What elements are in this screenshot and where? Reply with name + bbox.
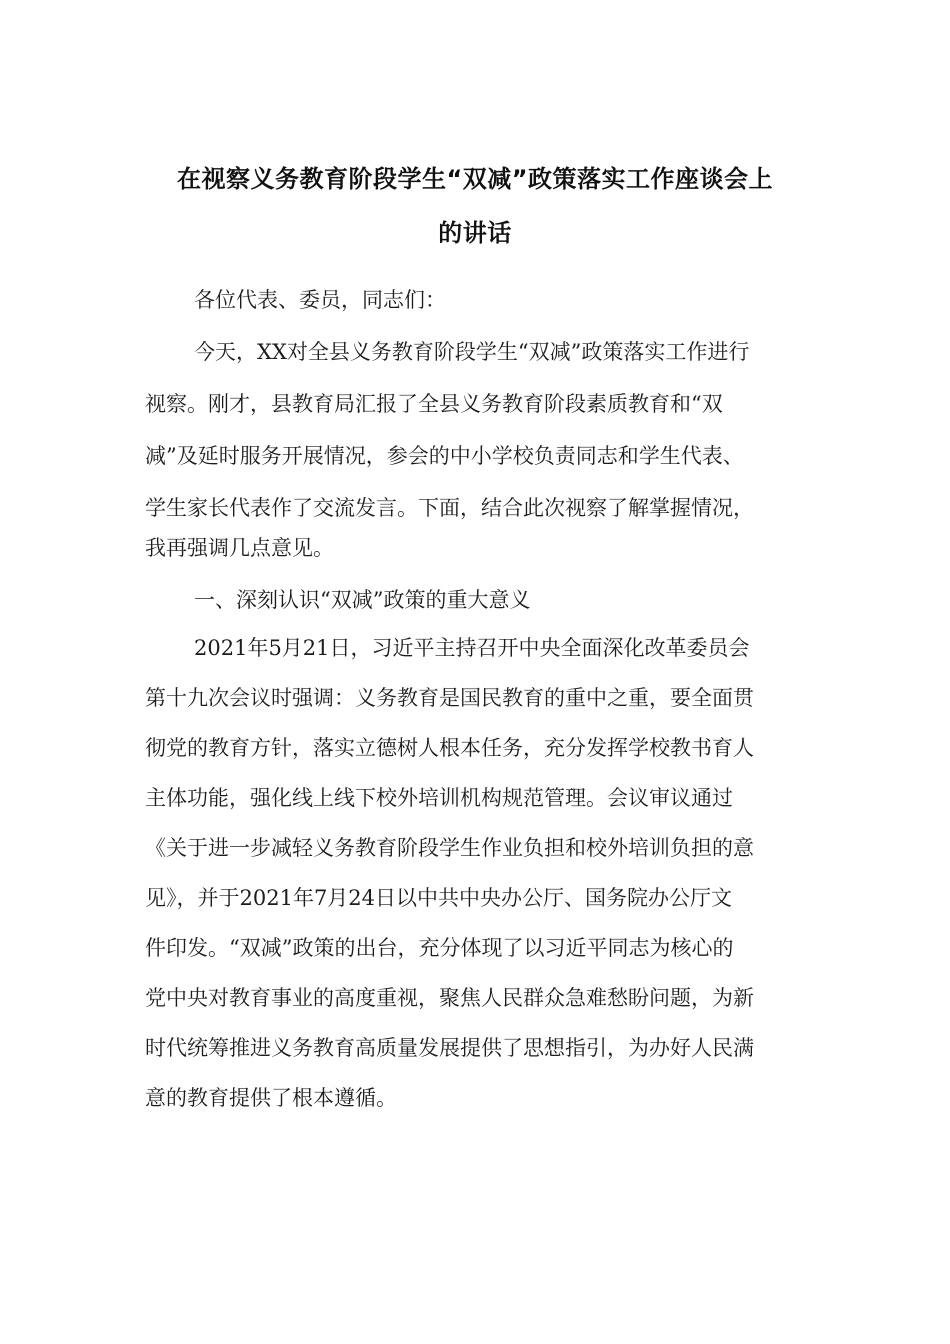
paragraph-line: 意的教育提供了根本遵循。 (145, 1086, 397, 1110)
paragraph-line: 视察。刚才，县教育局汇报了全县义务教育阶段素质教育和“双 (145, 392, 723, 416)
document-title-line-1: 在视察义务教育阶段学生“双减”政策落实工作座谈会上 (176, 165, 774, 193)
paragraph-line: 时代统筹推进义务教育高质量发展提供了思想指引，为办好人民满 (145, 1036, 754, 1060)
paragraph-line: 彻党的教育方针，落实立德树人根本任务，充分发挥学校教书育人 (145, 736, 754, 760)
paragraph-line: 件印发。“双减”政策的出台，充分体现了以习近平同志为核心的 (145, 936, 734, 960)
section-heading: 一、深刻认识“双减”政策的重大意义 (194, 588, 531, 612)
paragraph-line: 见》，并于2021年7月24日以中共中央办公厅、国务院办公厅文 (145, 886, 733, 910)
paragraph-line: 第十九次会议时强调：义务教育是国民教育的重中之重，要全面贯 (145, 686, 754, 710)
paragraph-line: 减”及延时服务开展情况，参会的中小学校负责同志和学生代表、 (145, 444, 744, 468)
paragraph-line: 今天，XX对全县义务教育阶段学生“双减”政策落实工作进行 (194, 340, 750, 364)
paragraph-line: 主体功能，强化线上线下校外培训机构规范管理。会议审议通过 (145, 786, 733, 810)
paragraph-line: 我再强调几点意见。 (145, 536, 334, 560)
paragraph-line: 学生家长代表作了交流发言。下面，结合此次视察了解掌握情况， (145, 496, 754, 520)
paragraph-line: 党中央对教育事业的高度重视，聚焦人民群众急难愁盼问题，为新 (145, 986, 754, 1010)
paragraph-line: 《关于进一步减轻义务教育阶段学生作业负担和校外培训负担的意 (145, 836, 754, 860)
salutation: 各位代表、委员，同志们： (194, 288, 446, 312)
document-title-line-2: 的讲话 (438, 219, 512, 247)
paragraph-line: 2021年5月21日，习近平主持召开中央全面深化改革委员会 (194, 636, 750, 660)
